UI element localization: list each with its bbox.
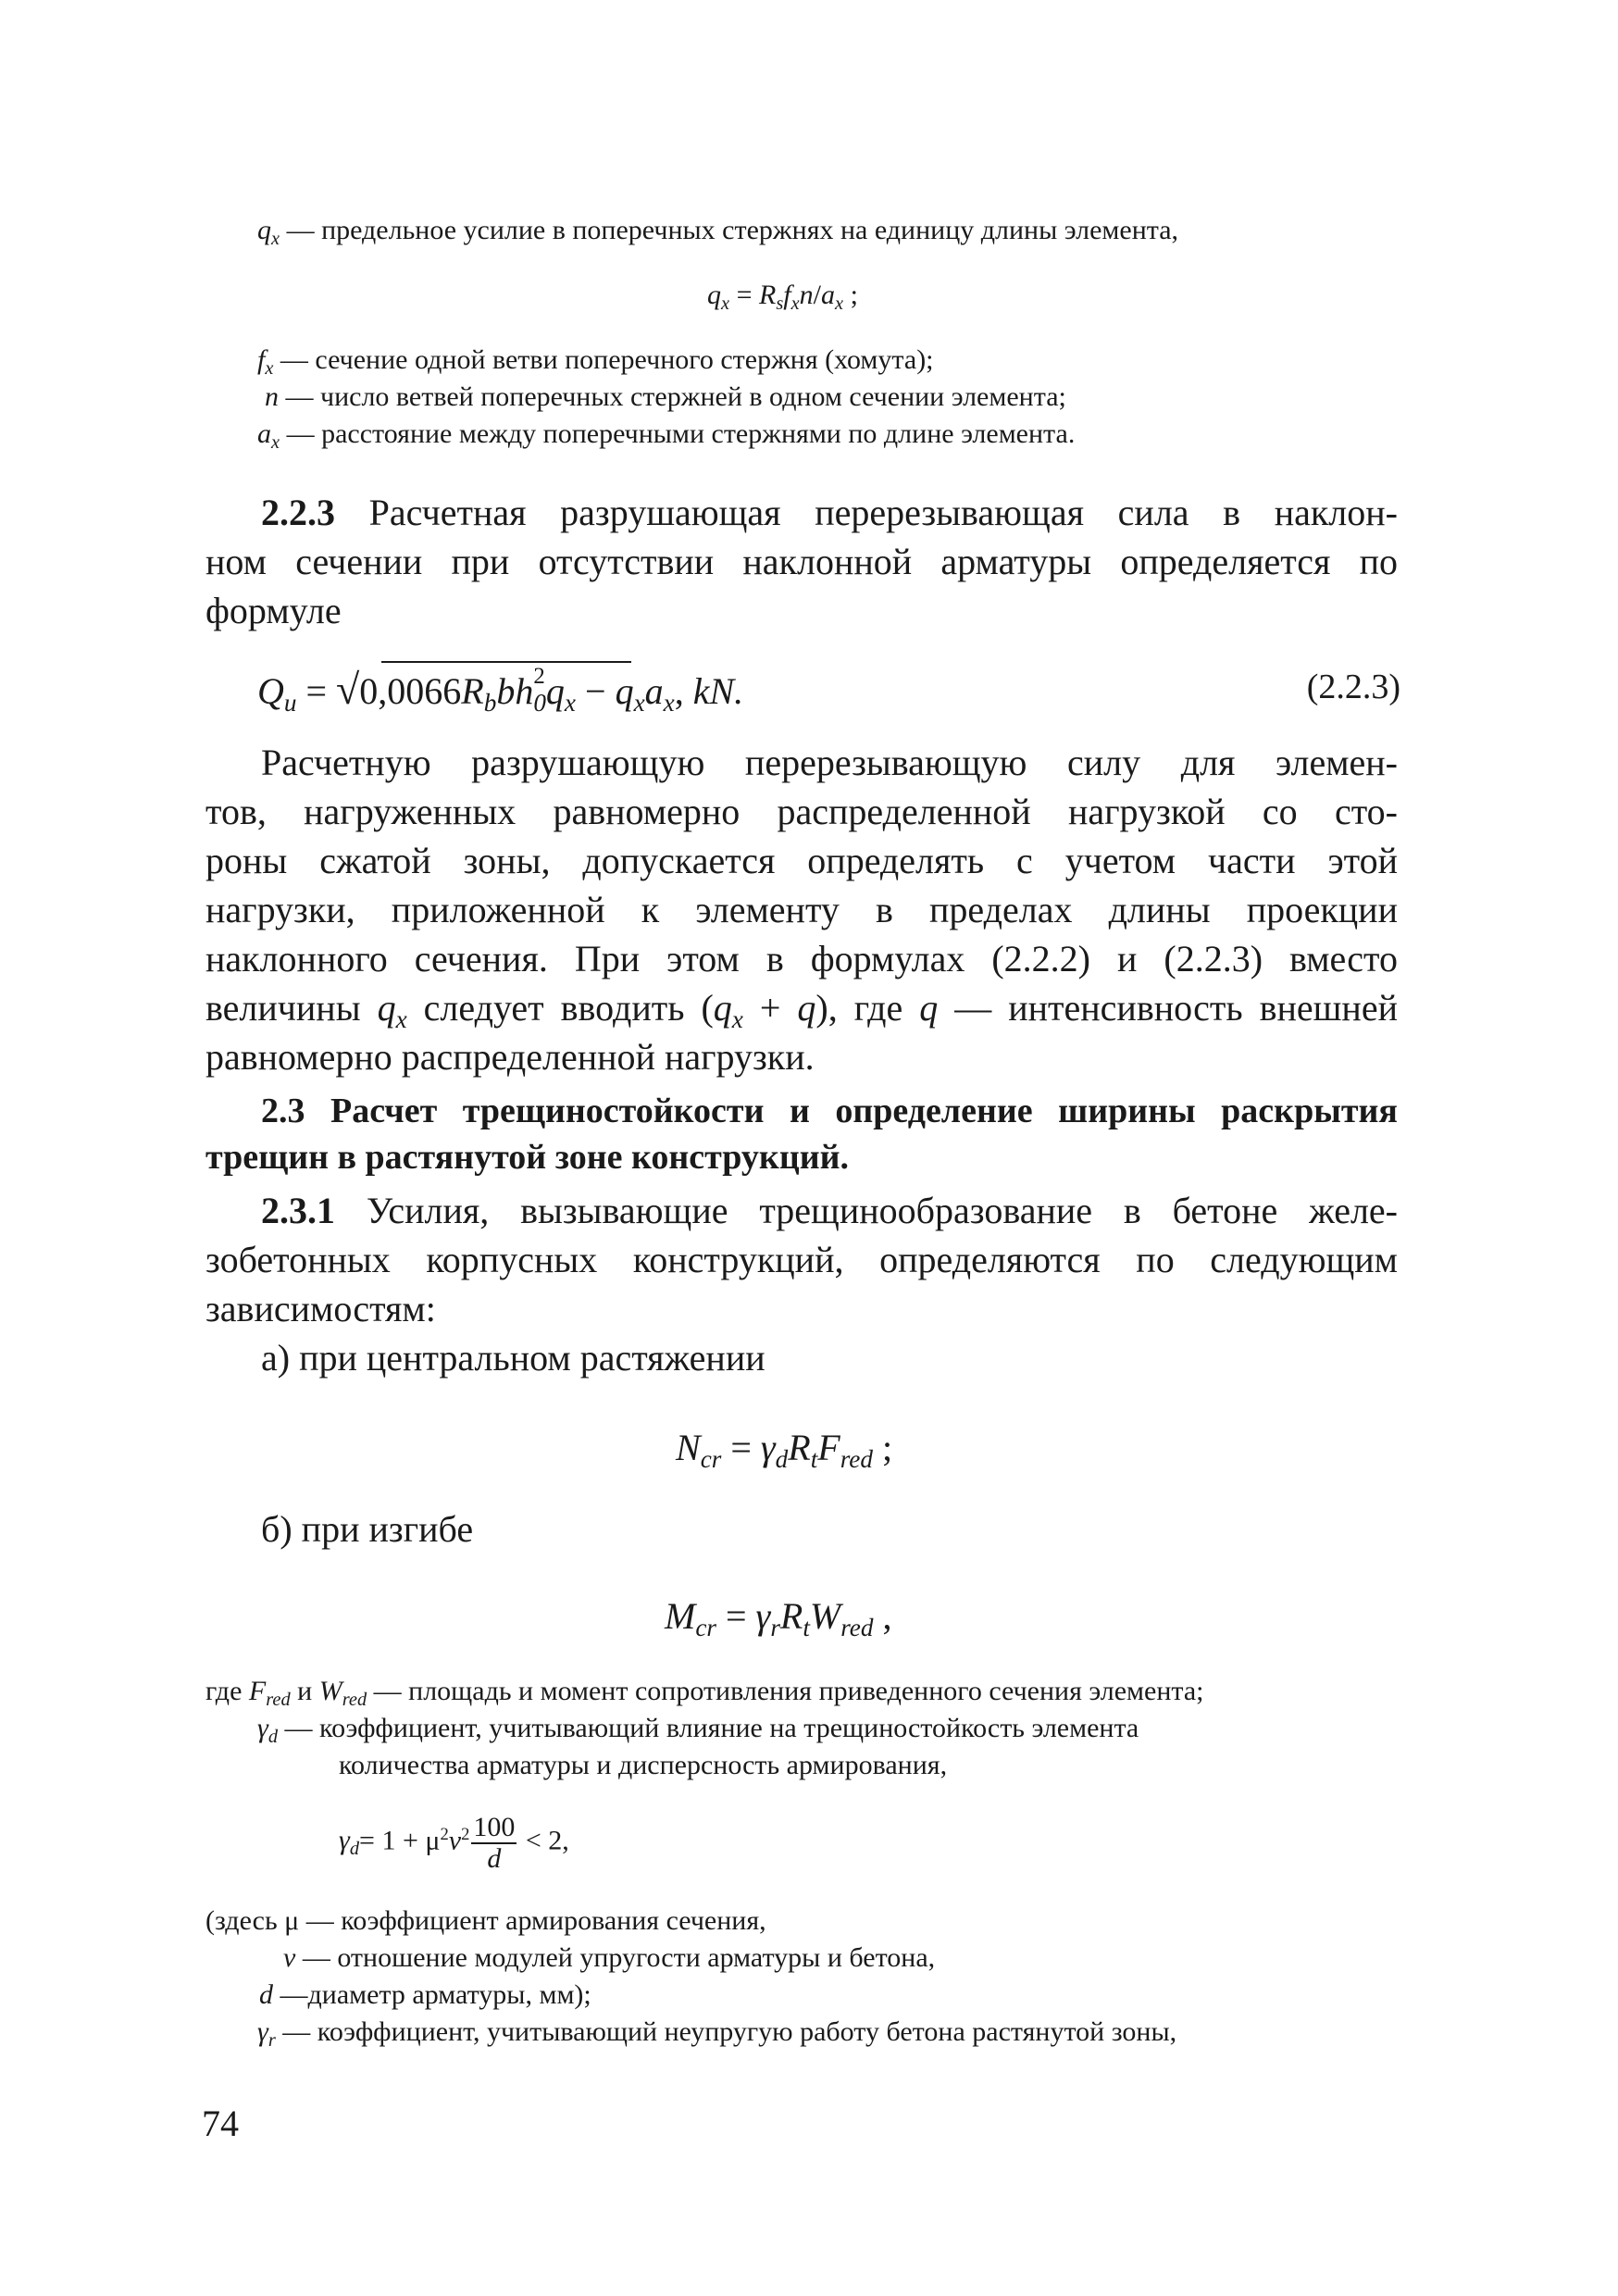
def-gr-text: — коэффициент, учитывающий неупругую работу бетона растянутой зоны, — [282, 2016, 1177, 2047]
sec23-heading-text: 2.3 Расчет трещиностойкости и определение ширины раскрытия — [261, 1092, 1398, 1130]
para2-line6-b: следует вводить ( — [406, 987, 714, 1029]
sec223-line2: ном сечении при отсутствии наклонной арматуры определяется по — [205, 541, 1398, 582]
para2-line6-c: ), где — [815, 987, 920, 1029]
para2-line5: наклонного сечения. При этом в формулах (2.2.2) и (2.2.3) вместо — [205, 938, 1398, 980]
para2-line6-d: — интенсивность внешней — [938, 987, 1399, 1029]
sec231-line3: зависимостям: — [205, 1288, 436, 1329]
para2-line2: тов, нагруженных равномерно распределенной нагрузкой со сто- — [205, 791, 1398, 832]
def-ax: $a_x$ — расстояние между поперечными стержнями по длине элемента. — [257, 418, 1076, 454]
sec231-line2: зобетонных корпусных конструкций, определяются по следующим — [205, 1239, 1398, 1280]
sec223-number: 2.2.3 — [261, 492, 335, 533]
fraction-numerator: 100 — [473, 1812, 516, 1842]
para2-line7: равномерно распределенной нагрузки. — [205, 1036, 815, 1078]
def-n-text: — число ветвей поперечных стержней в одном сечении элемента; — [285, 381, 1066, 412]
formula-ncr: $N_{cr} = \gamma_dR_tF_{red}$ ; — [676, 1427, 893, 1474]
formula-gd-fraction — [471, 1813, 517, 1873]
formula-gd: $\gamma_d= 1 + \mu^2\nu^2$ $\frac{100}{d}$ < 2, — [339, 1812, 569, 1874]
formula-gd-one: = 1 + — [359, 1825, 426, 1856]
def-nu: ν — отношение модулей упругости арматуры и бетона, — [283, 1942, 936, 1973]
formula-mcr: $M_{cr} = \gamma_rR_tW_{red}$ , — [665, 1595, 892, 1642]
def-qx: $q_x$ — предельное усилие в поперечных стержнях на единицу длины элемента, — [257, 215, 1179, 250]
def-gd-line2: количества арматуры и дисперсность армирования, — [339, 1750, 948, 1780]
para2-line1-text: Расчетную разрушающую перерезывающую силу для элемен- — [261, 742, 1398, 783]
formula-223-unit: kN. — [692, 670, 744, 712]
def-gr: $\gamma_r$ — коэффициент, учитывающий неупругую работу бетона растянутой зоны, — [257, 2016, 1177, 2052]
formula-223-coef: 0,0066 — [359, 670, 462, 712]
formula-qx-tail: ; — [843, 280, 858, 310]
fraction-denominator: d — [487, 1842, 502, 1874]
sec223-line1-text: Расчетная разрушающая перерезывающая сила в наклон- — [335, 492, 1398, 533]
formula-qx: $q_x = R_sf_xn/a_x$ ; — [707, 280, 858, 315]
case-b: б) при изгибе — [261, 1508, 474, 1550]
def-mu: (здесь μ — коэффициент армирования сечения, — [205, 1905, 766, 1936]
def-d: d —диаметр арматуры, мм); — [259, 1979, 591, 2010]
def-ax-text: — расстояние между поперечными стержнями по длине элемента. — [286, 418, 1076, 449]
and-word: и — [297, 1676, 313, 1706]
def-fx-text: — сечение одной ветви поперечного стержня (хомута); — [280, 344, 934, 375]
sec23-heading-line2: трещин в растянутой зоне конструкций. — [205, 1138, 850, 1177]
def-fred-text: — площадь и момент сопротивления приведенного сечения элемента; — [373, 1676, 1204, 1706]
where-prefix: где — [205, 1676, 243, 1706]
def-fred-wred: где $F_{red}$ и $W_{red}$ — площадь и момент сопротивления приведенного сечения элемента; — [205, 1676, 1204, 1711]
def-n: n — число ветвей поперечных стержней в одном сечении элемента; — [265, 381, 1066, 412]
para2-line6-a: величины — [205, 987, 378, 1029]
sec231-line1-text: Усилия, вызывающие трещинообразование в бетоне желе- — [335, 1190, 1398, 1231]
page-number: 74 — [202, 2103, 239, 2144]
para2-line1 — [205, 741, 1398, 784]
case-a: а) при центральном растяжении — [261, 1337, 765, 1379]
def-gd-text: — коэффициент, учитывающий влияние на трещиностойкость элемента — [284, 1713, 1139, 1743]
formula-223: $Q_u = √0,0066R_bbh$ 2 $_0q_x - q_xa_x$, kN. — [257, 664, 744, 718]
def-d-text: —диаметр арматуры, мм); — [280, 1979, 591, 2010]
sqrt-vinculum — [381, 661, 631, 663]
sec223-line1 — [205, 491, 1398, 534]
para2-line6: величины $q_x$ следует вводить $(q_x + q)$, где q — интенсивность внешней — [205, 987, 1399, 1034]
para2-line3: роны сжатой зоны, допускается определять с учетом части этой — [205, 840, 1398, 881]
eq-number-223: (2.2.3) — [1306, 668, 1400, 706]
def-gd: $\gamma_d$ — коэффициент, учитывающий влияние на трещиностойкость элемента — [257, 1713, 1139, 1748]
def-fx: $f_x$ — сечение одной ветви поперечного стержня (хомута); — [257, 344, 934, 380]
para2-line4: нагрузки, приложенной к элементу в пределах длины проекции — [205, 889, 1398, 930]
sec231-number: 2.3.1 — [261, 1190, 335, 1231]
formula-gd-tail: < 2, — [518, 1825, 569, 1856]
def-nu-text: — отношение модулей упругости арматуры и бетона, — [302, 1942, 936, 1973]
def-qx-text: — предельное усилие в поперечных стержнях на единицу длины элемента, — [286, 215, 1179, 245]
sec223-line3: формуле — [205, 590, 342, 631]
sec23-heading-line1 — [205, 1091, 1398, 1131]
sec231-line1 — [205, 1189, 1398, 1232]
